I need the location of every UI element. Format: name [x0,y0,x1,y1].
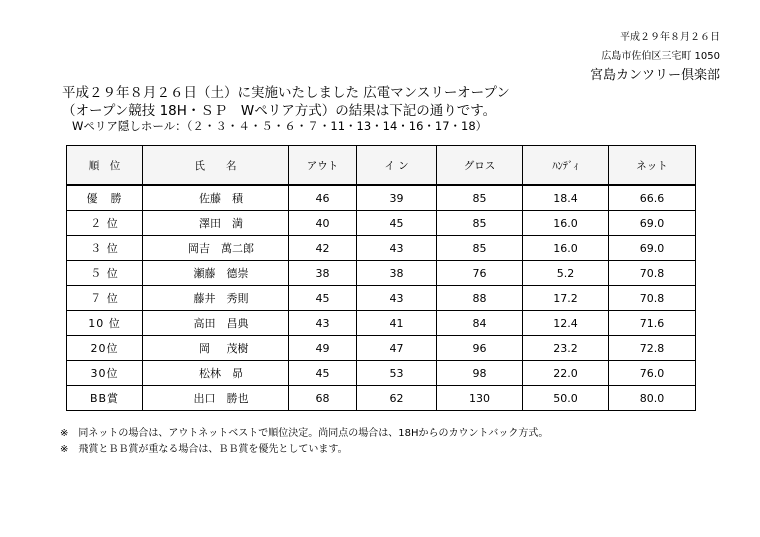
cell-given-name: 満 [232,217,243,230]
cell-name [143,185,289,211]
header-gross: グロス [437,146,523,186]
cell-net: 69.0 [609,236,696,261]
cell-name [143,286,289,311]
cell-gross: 130 [437,386,523,411]
cell-surname: 岡吉 [188,242,210,255]
cell-rank: 優 勝 [67,185,143,211]
club-name: 宮島カンツリー倶楽部 [589,68,720,83]
cell-given-name: 勝也 [226,392,249,405]
cell-handicap: 12.4 [523,311,609,336]
cell-name [143,386,289,411]
cell-given-name: 昴 [232,367,243,380]
cell-out: 42 [289,236,357,261]
header-rank: 順 位 [67,146,143,186]
cell-name [143,361,289,386]
cell-handicap: 16.0 [523,236,609,261]
cell-rank: BB賞 [67,386,143,411]
cell-out: 43 [289,311,357,336]
cell-name [143,261,289,286]
cell-out: 45 [289,286,357,311]
cell-net: 66.6 [609,185,696,211]
cell-handicap: 50.0 [523,386,609,411]
results-table [66,145,696,411]
cell-rank: ３ 位 [67,236,143,261]
cell-in: 43 [357,286,437,311]
cell-in: 43 [357,236,437,261]
cell-in: 41 [357,311,437,336]
cell-handicap: 23.2 [523,336,609,361]
cell-in: 39 [357,185,437,211]
cell-surname: 澤田 [199,217,221,230]
intro-line-2: （オープン競技 18H・ＳＰ Wペリア方式）の結果は下記の通りです。 [62,103,497,119]
cell-gross: 76 [437,261,523,286]
note-2: ※ 飛賞とＢＢ賞が重なる場合は、ＢＢ賞を優先としています。 [60,444,348,455]
cell-gross: 84 [437,311,523,336]
cell-gross: 85 [437,185,523,211]
cell-rank: 30位 [67,361,143,386]
document-date: 平成２９年８月２６日 [620,32,720,43]
club-address: 広島市佐伯区三宅町 1050 [601,51,720,62]
cell-out: 49 [289,336,357,361]
cell-handicap: 18.4 [523,185,609,211]
table-row [67,261,696,286]
cell-out: 68 [289,386,357,411]
table-row [67,336,696,361]
cell-out: 38 [289,261,357,286]
cell-in: 53 [357,361,437,386]
cell-surname: 松林 [199,367,221,380]
cell-gross: 96 [437,336,523,361]
results-body [67,185,696,411]
table-row [67,185,696,211]
cell-net: 69.0 [609,211,696,236]
cell-surname: 藤井 [193,292,216,305]
table-row [67,286,696,311]
table-row [67,236,696,261]
cell-rank: ２ 位 [67,211,143,236]
cell-net: 70.8 [609,286,696,311]
cell-handicap: 16.0 [523,211,609,236]
header-name: 氏 名 [143,146,289,186]
cell-net: 71.6 [609,311,696,336]
cell-name [143,236,289,261]
cell-in: 45 [357,211,437,236]
cell-given-name: 茂樹 [226,342,249,355]
cell-rank: ７ 位 [67,286,143,311]
table-header-row [67,146,696,186]
cell-rank: 10 位 [67,311,143,336]
cell-in: 47 [357,336,437,361]
cell-gross: 85 [437,236,523,261]
header-handicap: ﾊﾝﾃﾞｨ [523,146,609,186]
cell-gross: 85 [437,211,523,236]
cell-surname: 高田 [193,317,216,330]
cell-in: 38 [357,261,437,286]
cell-net: 76.0 [609,361,696,386]
cell-surname: 瀬藤 [193,267,216,280]
cell-handicap: 5.2 [523,261,609,286]
cell-given-name: 德崇 [226,267,249,280]
cell-rank: 20位 [67,336,143,361]
header-in: イ ン [357,146,437,186]
cell-name [143,336,289,361]
cell-net: 72.8 [609,336,696,361]
cell-out: 46 [289,185,357,211]
table-row [67,211,696,236]
cell-net: 70.8 [609,261,696,286]
cell-given-name: 萬二郎 [221,242,254,255]
cell-name [143,211,289,236]
cell-name [143,311,289,336]
cell-given-name: 積 [232,192,243,205]
note-1: ※ 同ネットの場合は、アウトネットベストで順位決定。尚同点の場合は、18Hからのカウントバック方式。 [60,428,549,439]
cell-handicap: 17.2 [523,286,609,311]
cell-net: 80.0 [609,386,696,411]
cell-surname: 出口 [193,392,216,405]
table-row [67,311,696,336]
cell-handicap: 22.0 [523,361,609,386]
cell-out: 40 [289,211,357,236]
cell-surname: 佐藤 [199,192,221,205]
cell-given-name: 昌典 [226,317,249,330]
cell-surname: 岡 [199,342,210,355]
cell-out: 45 [289,361,357,386]
header-out: アウト [289,146,357,186]
cell-gross: 88 [437,286,523,311]
table-row [67,386,696,411]
hidden-holes-line: Wペリア隠しホール：（２・３・４・５・６・７・11・13・14・16・17・18） [72,119,488,133]
cell-given-name: 秀則 [226,292,249,305]
intro-line-1: 平成２９年８月２６日（土）に実施いたしました 広電マンスリーオープン [62,85,510,101]
cell-in: 62 [357,386,437,411]
cell-gross: 98 [437,361,523,386]
table-row [67,361,696,386]
header-net: ネット [609,146,696,186]
cell-rank: ５ 位 [67,261,143,286]
